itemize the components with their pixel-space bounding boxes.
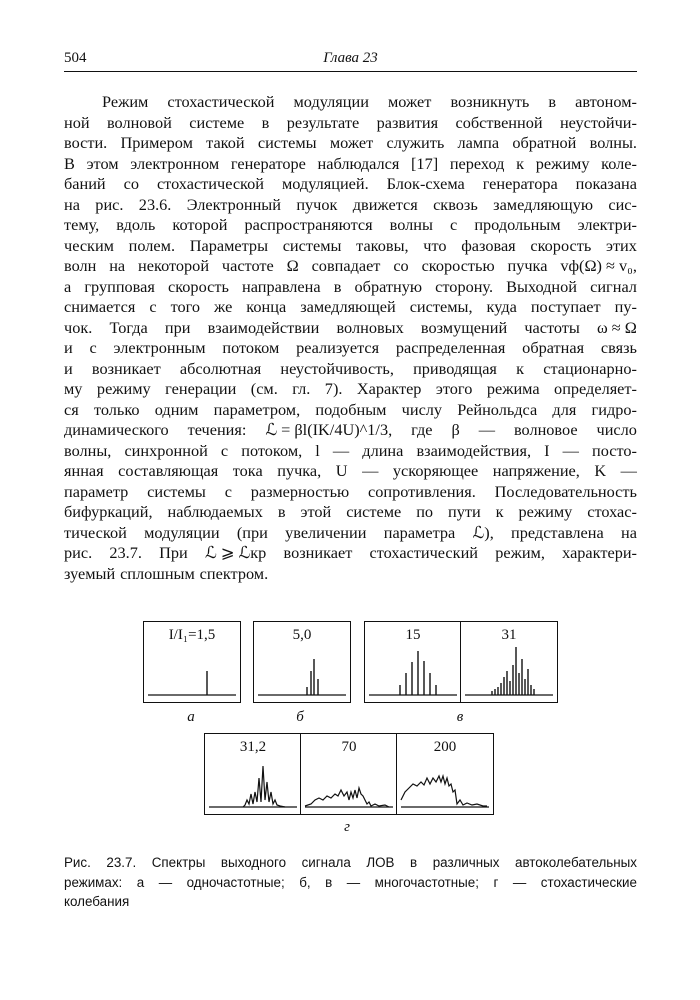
caption-word: многочастотные; xyxy=(374,874,479,890)
body-word: одним xyxy=(154,399,199,419)
body-word: возникает xyxy=(91,358,161,378)
body-word: групповая xyxy=(84,276,155,296)
body-word: напряжение, xyxy=(492,461,580,480)
body-word: волновое xyxy=(513,420,578,439)
body-word: Электронный xyxy=(186,194,281,214)
body-word: замедляющую xyxy=(493,194,594,214)
body-word: результате xyxy=(286,112,360,132)
body-line xyxy=(64,215,637,236)
body-word: длина xyxy=(362,440,404,460)
body-word: [17] xyxy=(411,153,439,173)
body-word: возмущений xyxy=(420,317,508,337)
continuous-spectrum xyxy=(305,788,389,807)
body-word: возникнуть xyxy=(450,92,530,111)
caption-word: режимах: xyxy=(64,874,123,890)
body-word: рис. xyxy=(95,194,124,214)
body-word: же xyxy=(214,297,233,316)
body-word: — xyxy=(620,461,637,480)
body-word: динамического xyxy=(64,420,169,439)
body-line xyxy=(64,441,637,462)
continuous-spectrum xyxy=(401,776,487,806)
body-word: число xyxy=(596,420,637,439)
body-word: неустойчивость, xyxy=(280,358,394,378)
body-word: скорость xyxy=(530,235,592,255)
body-line xyxy=(64,154,637,175)
body-line xyxy=(64,113,637,134)
body-word: волны, xyxy=(64,440,112,460)
body-word: стационарно- xyxy=(543,358,637,378)
body-word: и xyxy=(64,338,73,357)
body-word: волновой xyxy=(106,112,172,132)
body-word: взаимодействия, xyxy=(416,440,532,460)
body-word: системы xyxy=(147,481,206,501)
body-word: вдоль xyxy=(116,215,156,234)
body-line xyxy=(64,256,637,277)
caption-word: сигнала xyxy=(301,855,351,870)
body-word: тему, xyxy=(64,215,100,234)
body-word: потоком, xyxy=(241,440,303,460)
body-word: абсолютная xyxy=(179,358,262,378)
body-word: Ω xyxy=(286,256,299,275)
body-word: синхронной xyxy=(124,440,208,460)
body-word: обратная xyxy=(522,338,585,357)
body-word: чок. xyxy=(64,317,93,337)
body-word: Блок-схема xyxy=(386,174,465,193)
body-line xyxy=(64,420,637,441)
body-word: генерации xyxy=(165,379,237,398)
body-word: развития xyxy=(376,112,439,132)
body-word: электронным xyxy=(113,338,206,357)
body-word: к xyxy=(516,358,525,378)
spectrum-plot xyxy=(205,734,301,814)
body-word: тока xyxy=(232,461,263,480)
body-word: снимается xyxy=(64,297,136,316)
body-word: ℒ ⩾ ℒкр xyxy=(205,543,267,562)
body-word: волны xyxy=(389,215,433,234)
body-word: ускоряющее xyxy=(392,461,479,480)
body-word: приводящая xyxy=(413,358,497,378)
caption-word: ЛОВ xyxy=(366,855,395,870)
caption-word: колебания xyxy=(64,894,130,909)
body-word: ℒ), xyxy=(472,522,494,542)
body-word: волновых xyxy=(336,317,404,337)
spectrum-plot xyxy=(397,734,493,814)
body-word: течения: xyxy=(187,420,247,439)
body-word: гл. xyxy=(292,379,311,398)
body-line xyxy=(64,502,637,523)
body-word: волны. xyxy=(589,133,637,152)
body-word: — xyxy=(562,440,579,460)
body-word: ℒ = βl(IK/4U)^1/3, xyxy=(265,420,393,439)
body-line xyxy=(64,379,637,400)
body-word: зуемый xyxy=(64,563,116,583)
body-word: му xyxy=(64,379,83,398)
caption-word: в xyxy=(410,855,418,870)
body-word: пучка, xyxy=(277,461,322,480)
panel-label: 15 xyxy=(405,627,421,643)
body-line xyxy=(64,174,637,195)
caption-word: а xyxy=(136,874,145,890)
sublabel-v: в xyxy=(456,709,464,725)
body-word: наблюдаемых xyxy=(167,502,263,521)
caption-word: в xyxy=(325,874,333,890)
body-line xyxy=(64,297,637,318)
body-word: — xyxy=(478,420,495,439)
body-word: vф(Ω) ≈ v₀, xyxy=(560,256,637,275)
panel-label: 31,2 xyxy=(239,739,267,755)
body-word: на xyxy=(109,256,126,275)
body-line xyxy=(64,564,637,585)
body-word: стохастической xyxy=(167,92,275,111)
body-line xyxy=(64,236,637,257)
body-word: сис- xyxy=(608,194,637,214)
body-word: и xyxy=(64,358,73,378)
body-line xyxy=(64,523,637,544)
body-word: баний xyxy=(64,174,106,193)
body-word: Параметры xyxy=(189,235,269,255)
body-word: параметром, xyxy=(213,399,301,419)
spectrum-plot xyxy=(254,622,350,702)
panel-label: 5,0 xyxy=(292,627,312,643)
panel-label: 200 xyxy=(433,739,457,755)
body-word: электронном xyxy=(130,153,220,173)
body-line xyxy=(64,277,637,298)
body-word: неустойчи- xyxy=(559,112,637,132)
body-word: режим, xyxy=(495,543,545,562)
body-word: — xyxy=(362,461,379,480)
body-word: с xyxy=(89,338,97,357)
body-word: характери- xyxy=(562,543,637,562)
body-word: этого xyxy=(435,379,473,398)
body-word: собственной xyxy=(455,112,543,132)
body-word: 7). xyxy=(324,379,343,398)
body-word: сопротивления. xyxy=(368,481,476,501)
page-number: 504 xyxy=(64,50,87,66)
body-word: сигнал xyxy=(590,276,637,296)
body-word: скоростью xyxy=(421,256,495,275)
body-word: стохастический xyxy=(369,543,478,562)
body-word: системы xyxy=(257,133,317,152)
body-word: с xyxy=(450,215,458,234)
caption-word: — xyxy=(512,874,527,890)
sublabel-a: а xyxy=(187,709,195,725)
body-word: электри- xyxy=(577,215,637,234)
body-word: ся xyxy=(64,399,79,419)
body-word: коле- xyxy=(601,153,637,173)
panel-label: I/I₁=1,5 xyxy=(168,627,216,643)
body-word: скорость xyxy=(167,276,229,296)
body-word: При xyxy=(159,543,188,562)
body-word: к xyxy=(495,502,504,521)
body-word: посто- xyxy=(592,440,637,460)
body-line xyxy=(64,195,637,216)
body-word: в xyxy=(548,92,557,111)
body-word: в xyxy=(333,276,342,296)
body-word: только xyxy=(93,399,140,419)
header-rule xyxy=(64,71,637,72)
body-word: взаимодействии xyxy=(207,317,320,337)
panel-label: 70 xyxy=(341,739,357,755)
caption-word: — xyxy=(158,874,173,890)
body-word: l xyxy=(315,440,320,460)
body-word: генератора xyxy=(482,174,558,193)
body-word: составляющая xyxy=(118,461,219,480)
body-word: рис. xyxy=(64,543,93,562)
body-word: движется xyxy=(352,194,418,214)
body-word: где xyxy=(411,420,433,439)
body-word: лампа xyxy=(457,133,500,152)
body-word: — xyxy=(332,440,350,460)
body-word: поступает xyxy=(530,297,601,316)
body-word: с xyxy=(149,297,157,316)
body-word: Рейнольдса xyxy=(457,399,538,419)
body-word: таковы, xyxy=(356,235,409,255)
caption-word: Рис. xyxy=(64,855,91,870)
body-word: полем. xyxy=(128,235,176,255)
body-word: системе xyxy=(189,112,245,132)
spectrum-panel-g3 xyxy=(396,733,494,815)
caption-line xyxy=(64,873,637,893)
body-word: параметр xyxy=(64,481,129,501)
body-line xyxy=(64,543,637,564)
body-word: ной xyxy=(64,112,90,132)
body-word: потоком xyxy=(222,338,280,357)
caption-word: различных xyxy=(432,855,500,870)
body-word: системы, xyxy=(409,297,473,316)
body-word: параметра xyxy=(383,522,456,542)
body-word: Характер xyxy=(356,379,422,398)
spectrum-plot xyxy=(461,622,557,702)
body-word: связь xyxy=(600,338,637,357)
body-word: пучок xyxy=(296,194,338,214)
body-word: продольным xyxy=(474,215,561,234)
body-word: режиму xyxy=(535,153,590,173)
body-word: на xyxy=(64,194,80,214)
body-word: обратной xyxy=(512,133,577,152)
body-line xyxy=(64,359,637,380)
body-word: с xyxy=(220,440,229,460)
body-word: модуляции xyxy=(293,92,369,111)
body-word: Режим xyxy=(102,92,149,111)
body-word: ω ≈ Ω xyxy=(597,317,637,337)
body-word: со xyxy=(123,174,139,193)
body-word: системы xyxy=(282,235,342,255)
body-word: модуляции xyxy=(144,522,220,542)
caption-word: б, xyxy=(299,874,311,890)
body-word: некоторой xyxy=(138,256,210,275)
body-word: при xyxy=(164,317,191,337)
body-word: В xyxy=(64,153,75,173)
body-word: сплошным xyxy=(120,563,195,583)
body-word: обратную xyxy=(354,276,423,296)
body-word: режиму xyxy=(518,502,573,521)
body-word: которой xyxy=(172,215,228,234)
body-word: конца xyxy=(246,297,287,316)
chapter-title: Глава 23 xyxy=(323,50,378,66)
caption-word: Спектры xyxy=(151,855,206,870)
body-word: Последовательность xyxy=(494,481,637,501)
body-word: этом xyxy=(86,153,119,173)
body-word: спектром. xyxy=(199,563,269,583)
caption-word: выходного xyxy=(220,855,287,870)
spectrum-panel-a xyxy=(143,621,241,703)
body-word: пучка xyxy=(507,256,548,275)
body-word: служить xyxy=(386,133,445,152)
caption-word: автоколебательных xyxy=(515,855,637,870)
panel-label: 31 xyxy=(501,627,517,643)
body-word: наблюдался xyxy=(317,153,400,173)
body-word: модуляцией. xyxy=(281,174,369,193)
body-word: по xyxy=(416,502,434,521)
spectrum-plot xyxy=(365,622,461,702)
body-word: частоте xyxy=(221,256,274,275)
body-word: возникает xyxy=(283,543,353,562)
body-word: распространяются xyxy=(244,215,373,234)
body-word: стохастической xyxy=(156,174,264,193)
body-word: U xyxy=(335,461,348,480)
caption-word: одночастотные; xyxy=(186,874,285,890)
body-word: частоты xyxy=(524,317,580,337)
body-line xyxy=(64,92,637,113)
figure-caption xyxy=(64,853,637,912)
body-word: фазовая xyxy=(461,235,516,255)
body-line xyxy=(64,482,637,503)
body-line xyxy=(64,461,637,482)
body-word: направлена xyxy=(242,276,321,296)
body-word: определяет- xyxy=(554,379,637,398)
body-word: сторону. xyxy=(435,276,494,296)
body-word: с xyxy=(224,481,232,501)
body-word: может xyxy=(329,133,374,152)
running-header xyxy=(64,50,637,70)
body-word: к xyxy=(516,153,525,173)
body-word: для xyxy=(552,399,577,419)
caption-word: стохастические xyxy=(540,874,637,890)
body-word: гидро- xyxy=(591,399,637,419)
body-word: 23.6. xyxy=(138,194,172,214)
body-word: стохас- xyxy=(587,502,637,521)
caption-word: г xyxy=(493,874,499,890)
body-word: увеличении xyxy=(285,522,367,542)
body-word: распределенная xyxy=(395,338,506,357)
body-word: пути xyxy=(448,502,481,521)
body-word: представлена xyxy=(511,522,604,542)
body-word: а xyxy=(64,276,72,296)
body-word: куда xyxy=(486,297,517,316)
body-word: режима xyxy=(486,379,540,398)
body-word: показана xyxy=(575,174,637,193)
body-word: вости. xyxy=(64,133,108,152)
caption-word: 23.7. xyxy=(106,855,137,870)
body-word: что xyxy=(423,235,447,255)
spectrum-panel-b xyxy=(253,621,351,703)
body-word: пу- xyxy=(614,297,637,316)
body-word: K xyxy=(594,461,607,480)
body-word: реализуется xyxy=(296,338,380,357)
body-word: (при xyxy=(236,522,268,542)
body-line xyxy=(64,400,637,421)
body-line xyxy=(64,133,637,154)
body-word: того xyxy=(170,297,201,316)
body-word: 23.7. xyxy=(109,543,142,562)
body-word: совпадает xyxy=(311,256,381,275)
body-word: замедляющей xyxy=(300,297,396,316)
body-word: Выходной xyxy=(506,276,577,296)
body-word: на xyxy=(621,522,637,542)
body-word: волн xyxy=(64,256,97,275)
body-word: этой xyxy=(300,502,332,521)
body-word: со xyxy=(393,256,409,275)
spectrum-panel-v2 xyxy=(460,621,558,703)
body-word: Примером xyxy=(120,133,193,152)
body-paragraph xyxy=(64,92,637,584)
body-word: числу xyxy=(401,399,443,419)
spectrum-panel-g1 xyxy=(204,733,302,815)
sublabel-g: г xyxy=(344,819,350,835)
body-word: этих xyxy=(605,235,637,255)
body-word: (см. xyxy=(250,379,278,398)
body-word: тической xyxy=(64,522,127,542)
body-word: янная xyxy=(64,461,104,480)
body-word: генераторе xyxy=(230,153,306,173)
body-word: автоном- xyxy=(575,92,637,111)
body-word: подобным xyxy=(315,399,387,419)
caption-line xyxy=(64,892,637,912)
sublabel-b: б xyxy=(296,709,304,725)
body-word: в xyxy=(261,112,270,132)
body-word: Тогда xyxy=(109,317,148,337)
body-word: системе xyxy=(346,502,402,521)
body-word: бифуркаций, xyxy=(64,502,153,521)
body-word: сквозь xyxy=(433,194,478,214)
body-line xyxy=(64,338,637,359)
body-word: размерностью xyxy=(250,481,350,501)
body-word: в xyxy=(277,502,286,521)
body-word: режиму xyxy=(96,379,151,398)
spectrum-plot xyxy=(301,734,397,814)
body-word: такой xyxy=(206,133,245,152)
spectrum-panel-g2 xyxy=(300,733,398,815)
body-word: I xyxy=(544,440,550,460)
caption-line xyxy=(64,853,637,873)
body-word: β xyxy=(451,420,460,439)
body-word: переход xyxy=(449,153,505,173)
caption-word: — xyxy=(346,874,361,890)
continuous-spectrum xyxy=(243,766,285,807)
spectrum-panel-v1 xyxy=(364,621,462,703)
spectrum-plot xyxy=(144,622,240,702)
body-word: ческим xyxy=(64,235,114,255)
body-line xyxy=(64,318,637,339)
body-word: может xyxy=(387,92,432,111)
